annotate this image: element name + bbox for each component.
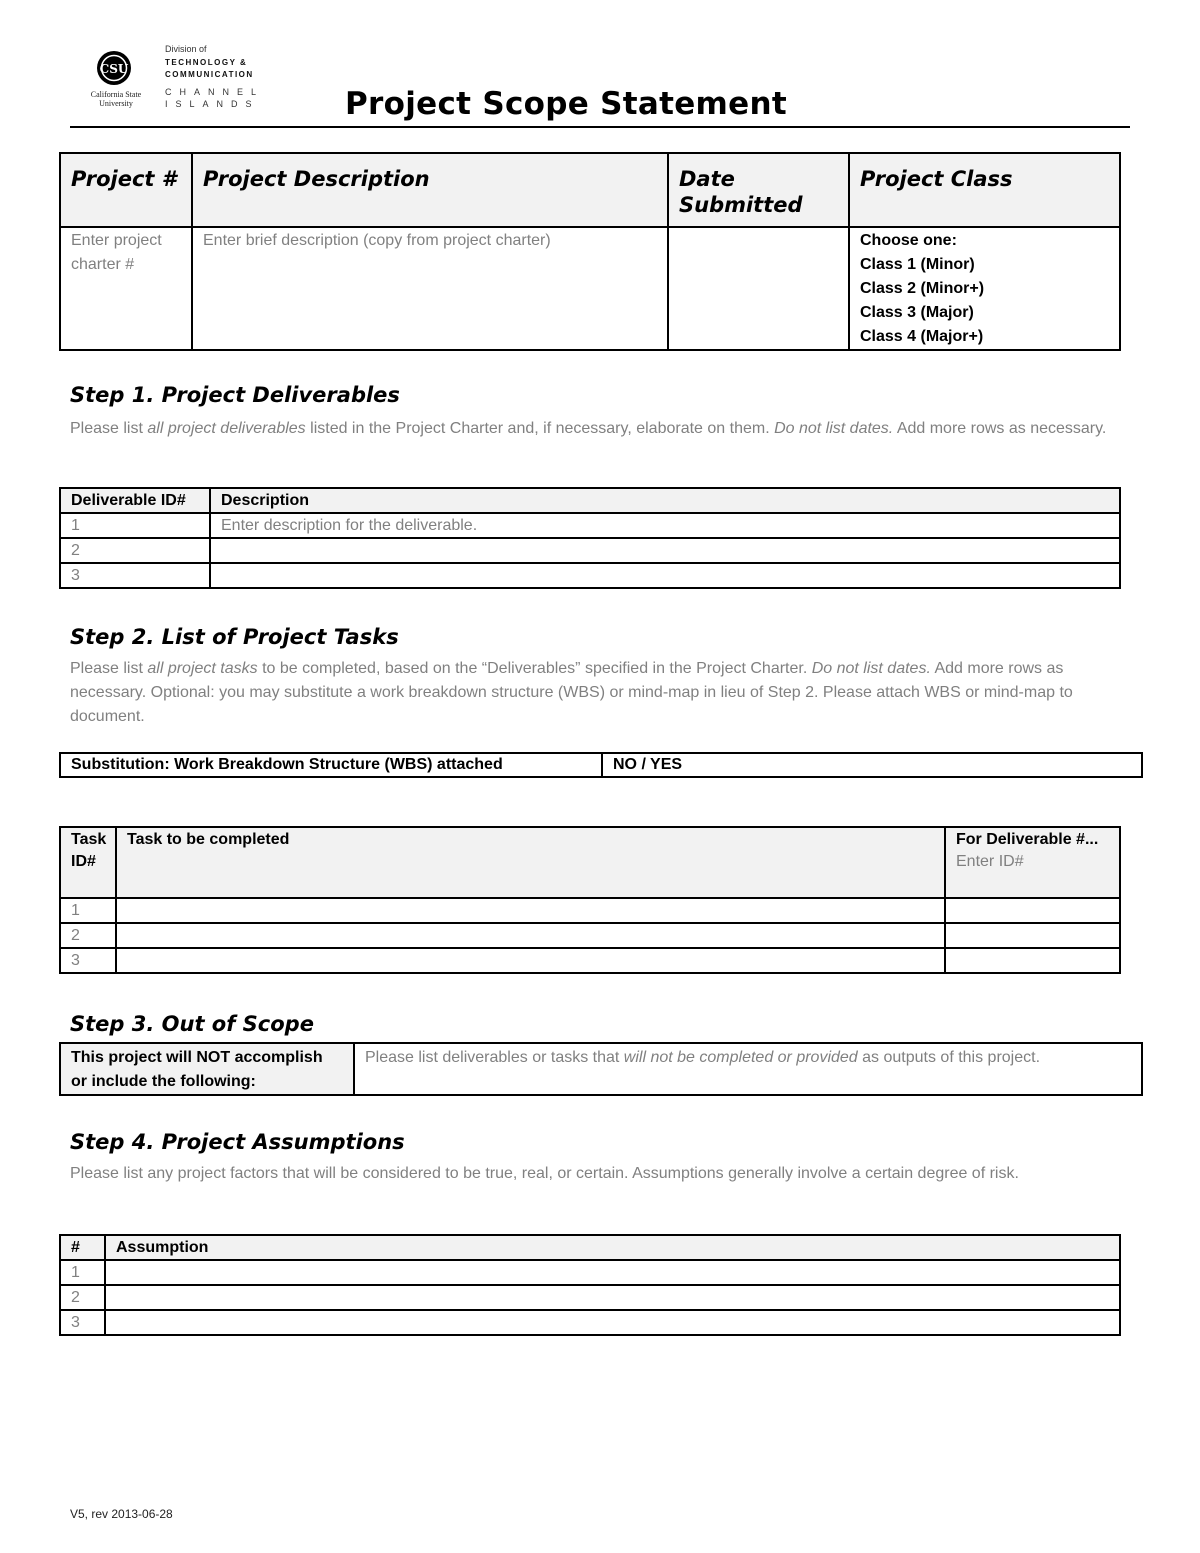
task-id-cell[interactable]: 1 xyxy=(60,898,116,923)
table-row xyxy=(60,1310,1120,1335)
deliverable-id-hint: Enter ID# xyxy=(956,853,1024,870)
table-row xyxy=(60,513,1120,538)
step4-heading: Step 4. Project Assumptions xyxy=(70,1130,405,1154)
step2-instructions: Please list all project tasks to be completed, based on the “Deliverables” specified in the Project Charter. Do not list dates. Add more rows as necessary. Optional: you may substitute a work breakdown structure (WBS) or mind-map in lieu of Step 2. Please attach WBS or mind-map to document. xyxy=(70,660,1073,725)
class-option[interactable]: Class 4 (Major+) xyxy=(860,328,984,345)
project-info-table xyxy=(59,152,1121,351)
table-row xyxy=(60,898,1120,923)
class-prompt: Choose one: xyxy=(860,232,957,249)
step4-instructions: Please list any project factors that will be considered to be true, real, or certain. Assumptions generally involve a certain degree of risk. xyxy=(70,1165,1019,1182)
task-cell[interactable] xyxy=(116,948,945,973)
task-deliverable-cell[interactable] xyxy=(945,948,1120,973)
deliverable-description-cell[interactable] xyxy=(210,563,1120,588)
out-of-scope-label: This project will NOT accomplish or include the following: xyxy=(60,1043,354,1095)
assumption-cell[interactable] xyxy=(105,1260,1120,1285)
header-task: Task to be completed xyxy=(116,827,945,898)
table-row xyxy=(60,1260,1120,1285)
project-description-field[interactable]: Enter brief description (copy from project charter) xyxy=(192,227,668,350)
logo-tech-comm: TECHNOLOGY & COMMUNICATION xyxy=(165,58,254,79)
out-of-scope-table xyxy=(59,1042,1143,1096)
deliverable-id-cell[interactable]: 2 xyxy=(60,538,210,563)
assumption-number-cell[interactable]: 3 xyxy=(60,1310,105,1335)
tasks-table xyxy=(59,826,1121,974)
assumption-number-cell[interactable]: 2 xyxy=(60,1285,105,1310)
header-project-description: Project Description xyxy=(192,153,668,227)
step2-heading: Step 2. List of Project Tasks xyxy=(70,625,399,649)
class-option[interactable]: Class 1 (Minor) xyxy=(860,256,975,273)
csu-seal-logo xyxy=(96,50,132,86)
task-cell[interactable] xyxy=(116,898,945,923)
wbs-substitution-label: Substitution: Work Breakdown Structure (WBS) attached xyxy=(60,753,602,777)
table-row xyxy=(60,1285,1120,1310)
deliverable-id-cell[interactable]: 1 xyxy=(60,513,210,538)
assumption-cell[interactable] xyxy=(105,1310,1120,1335)
step1-heading: Step 1. Project Deliverables xyxy=(70,383,400,407)
assumption-cell[interactable] xyxy=(105,1285,1120,1310)
deliverable-description-cell[interactable] xyxy=(210,538,1120,563)
page-title: Project Scope Statement xyxy=(345,86,787,122)
project-number-field[interactable]: Enter project charter # xyxy=(60,227,192,350)
table-row xyxy=(60,948,1120,973)
deliverable-id-cell[interactable]: 3 xyxy=(60,563,210,588)
version-footer: V5, rev 2013-06-28 xyxy=(70,1507,173,1521)
table-row xyxy=(60,538,1120,563)
class-option[interactable]: Class 2 (Minor+) xyxy=(860,280,985,297)
task-id-cell[interactable]: 3 xyxy=(60,948,116,973)
class-option[interactable]: Class 3 (Major) xyxy=(860,304,974,321)
date-submitted-field[interactable] xyxy=(668,227,849,350)
header-date-submitted: Date Submitted xyxy=(668,153,849,227)
logo-division: Division of xyxy=(165,44,207,54)
assumption-number-cell[interactable]: 1 xyxy=(60,1260,105,1285)
task-cell[interactable] xyxy=(116,923,945,948)
deliverable-description-cell[interactable]: Enter description for the deliverable. xyxy=(210,513,1120,538)
header-project-number: Project # xyxy=(60,153,192,227)
task-deliverable-cell[interactable] xyxy=(945,923,1120,948)
svg-text:CSU: CSU xyxy=(99,62,129,76)
table-row xyxy=(60,923,1120,948)
logo-channel-islands: CHANNEL ISLANDS xyxy=(165,87,265,109)
table-row xyxy=(60,563,1120,588)
out-of-scope-field[interactable]: Please list deliverables or tasks that will not be completed or provided as outputs of this project. xyxy=(354,1043,1142,1095)
project-class-field[interactable] xyxy=(849,227,1120,350)
deliverables-table xyxy=(59,487,1121,589)
header-assumption-number: # xyxy=(60,1235,105,1260)
step1-instructions: Please list all project deliverables listed in the Project Charter and, if necessary, elaborate on them. Do not list dates. Add more rows as necessary. xyxy=(70,420,1107,437)
header-deliverable-description: Description xyxy=(210,488,1120,513)
step3-heading: Step 3. Out of Scope xyxy=(70,1012,314,1036)
header-project-class: Project Class xyxy=(849,153,1120,227)
header-deliverable-id: Deliverable ID# xyxy=(60,488,210,513)
wbs-substitution-table xyxy=(59,752,1143,778)
header-task-id: Task ID# xyxy=(60,827,116,898)
header-assumption: Assumption xyxy=(105,1235,1120,1260)
wbs-substitution-choice[interactable]: NO / YES xyxy=(602,753,1142,777)
header-for-deliverable: For Deliverable #... Enter ID# xyxy=(945,827,1120,898)
logo-university-name: California State University xyxy=(90,90,142,108)
assumptions-table xyxy=(59,1234,1121,1336)
title-divider xyxy=(70,126,1130,128)
task-deliverable-cell[interactable] xyxy=(945,898,1120,923)
task-id-cell[interactable]: 2 xyxy=(60,923,116,948)
